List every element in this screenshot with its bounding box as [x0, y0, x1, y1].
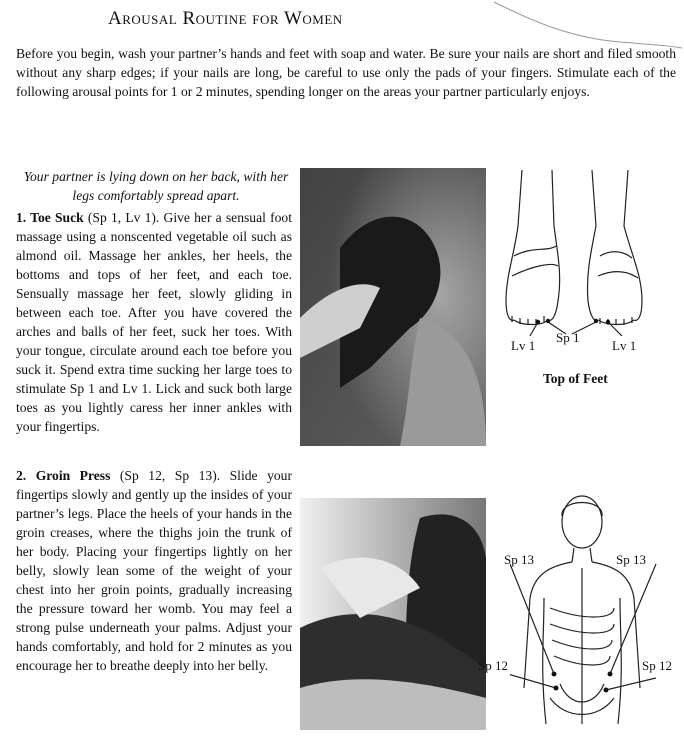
body-label-sp13-left: Sp 13 — [504, 552, 534, 567]
page-title: Arousal Routine for Women — [108, 8, 343, 29]
intro-paragraph: Before you begin, wash your partner’s hands and feet with soap and water. Be sure your nails are short and filed smooth without any sharp edges; if your nails are long, be careful to use only the pads of your fingers. Stimulate each of the following arousal points for 1 or 2 minutes, spending longer on the areas your partner particularly enjoys. — [16, 46, 676, 99]
groin-press-photo — [300, 498, 486, 730]
step-heading: 2. Groin Press — [16, 468, 111, 483]
step-text: Slide your fingertips slowly and gently up the insides of your partner’s legs. Place the heels of your hands in the groin creases, where the thighs join the trunk of her body. Placing your fingertips lightly on her belly, slowly lean some of the weight of your chest into her groin points, gradually increasing the pressure toward her womb. You may feel a strong pulse underneath your palms. Adjust your hands comfortably, and hold for 2 minutes as you encourage her to breathe deeply into her belly. — [16, 468, 292, 673]
toe-suck-photo — [300, 168, 486, 446]
feet-caption: Top of Feet — [543, 371, 608, 386]
feet-label-sp1: Sp 1 — [556, 330, 580, 345]
step-points: (Sp 12, Sp 13). — [110, 468, 230, 483]
feet-label-lv1-right: Lv 1 — [612, 338, 637, 353]
body-label-sp13-right: Sp 13 — [616, 552, 646, 567]
body-label-sp12-right: Sp 12 — [642, 658, 672, 673]
body-label-sp12-left: Sp 12 — [478, 658, 508, 673]
step-toe-suck — [16, 208, 292, 436]
feet-diagram — [492, 166, 678, 336]
feet-label-lv1-left: Lv 1 — [511, 338, 536, 353]
step-heading: 1. Toe Suck — [16, 210, 84, 225]
body-diagram — [510, 488, 660, 732]
position-note: Your partner is lying down on her back, with her legs comfortably spread apart. — [23, 169, 289, 203]
pen-scribble — [490, 0, 684, 50]
step-text: Give her a sensual foot massage using a nonscented vegetable oil such as almond oil. Massage her ankles, her heels, the bottoms and tops of her feet, and each toe. Sensually massage her feet, slowly gliding in between each toe. After you have covered the arches and balls of her feet, suck her toes. With your tongue, circulate around each toe before you suck it. Spend extra time sucking her large toes to stimulate Sp 1 and Lv 1. Lick and suck both large toes as you lightly caress her inner ankles with your fingertips. — [16, 210, 292, 434]
step-points: (Sp 1, Lv 1). — [83, 210, 164, 225]
step-groin-press — [16, 466, 292, 675]
